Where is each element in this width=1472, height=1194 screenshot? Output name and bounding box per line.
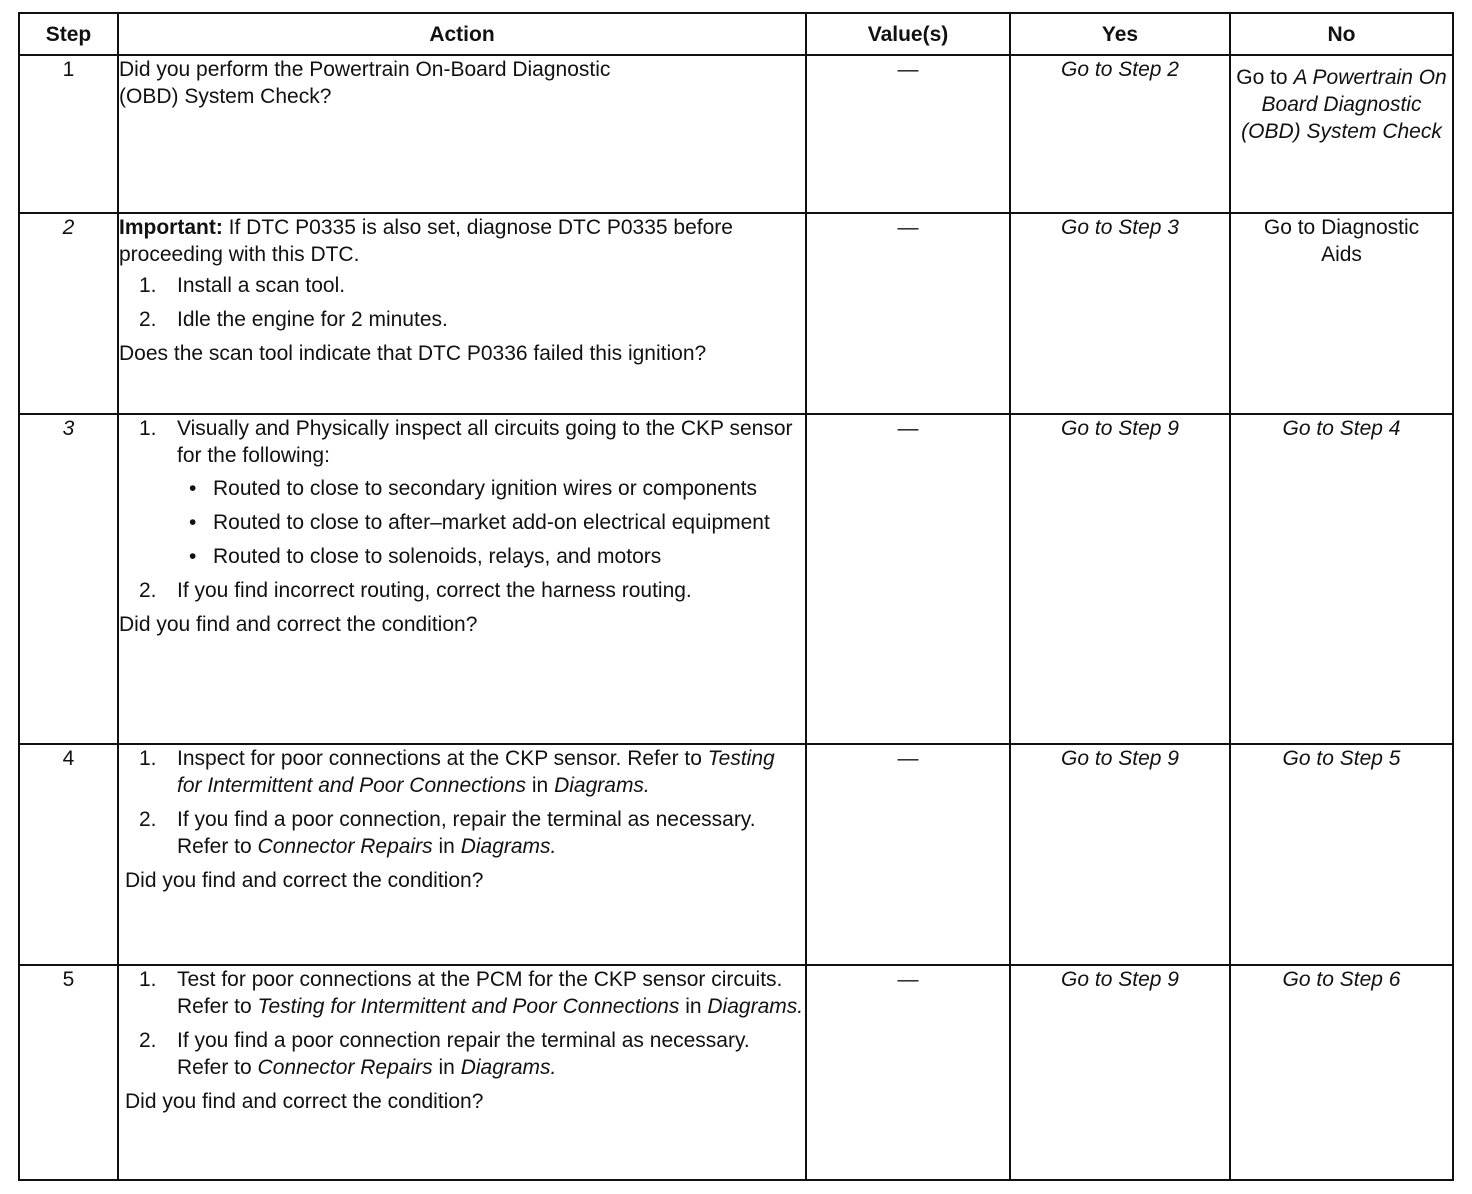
action-cell xyxy=(118,744,806,965)
table-row-step-4 xyxy=(19,744,1453,965)
table-row-step-3 xyxy=(19,414,1453,744)
no-prefix: Go to xyxy=(1236,66,1288,89)
no-cell: Go to Step 5 xyxy=(1230,744,1453,965)
action-steps xyxy=(119,745,805,860)
bullet-item: • Routed to close to solenoids, relays, and motors xyxy=(189,545,662,568)
table-row-step-5 xyxy=(19,965,1453,1180)
value-cell: — xyxy=(806,965,1010,1180)
action-question: Does the scan tool indicate that DTC P0336 failed this ignition? xyxy=(119,342,707,365)
value-cell: — xyxy=(806,744,1010,965)
reference-link: Connector Repairs xyxy=(257,835,433,858)
no-cell: Go to Step 4 xyxy=(1230,414,1453,744)
action-question: Did you find and correct the condition? xyxy=(119,613,478,636)
header-row xyxy=(19,13,1453,55)
list-item: 1. Inspect for poor connections at the CKP sensor. Refer to Testing for Intermittent and Poor Connections in Diagrams. xyxy=(139,747,775,797)
bullet-item: • Routed to close to after–market add-on electrical equipment xyxy=(189,511,770,534)
header-yes: Yes xyxy=(1010,13,1230,55)
no-cell: Go to Step 6 xyxy=(1230,965,1453,1180)
header-step: Step xyxy=(19,13,118,55)
bullet-item: • Routed to close to secondary ignition wires or components xyxy=(189,477,757,500)
value-cell: — xyxy=(806,213,1010,414)
reference-link: Testing for Intermittent and Poor Connections xyxy=(257,995,680,1018)
action-steps xyxy=(119,966,805,1081)
reference-doc: Diagrams. xyxy=(460,835,557,858)
action-cell xyxy=(118,414,806,744)
reference-doc: Diagrams. xyxy=(554,774,650,797)
step-number: 2 xyxy=(19,213,118,414)
yes-cell: Go to Step 9 xyxy=(1010,414,1230,744)
action-question: Did you find and correct the condition? xyxy=(125,869,484,892)
list-item: 2. If you find incorrect routing, correct the harness routing. xyxy=(139,579,692,602)
reference-link: Testing for Intermittent and Poor Connections xyxy=(177,747,775,797)
header-no: No xyxy=(1230,13,1453,55)
step-number: 4 xyxy=(19,744,118,965)
header-values: Value(s) xyxy=(806,13,1010,55)
action-steps xyxy=(119,272,805,333)
step-number: 3 xyxy=(19,414,118,744)
action-question: Did you find and correct the condition? xyxy=(125,1090,484,1113)
step-number: 1 xyxy=(19,55,118,213)
step-number: 5 xyxy=(19,965,118,1180)
table-row-step-1 xyxy=(19,55,1453,213)
header-action: Action xyxy=(118,13,806,55)
diagnostic-table xyxy=(18,12,1454,1181)
important-text: If DTC P0335 is also set, diagnose DTC P0335 before proceeding with this DTC. xyxy=(119,216,733,266)
no-cell: Go to Diagnostic Aids xyxy=(1230,213,1453,414)
list-item: 1. Visually and Physically inspect all circuits going to the CKP sensor for the following: • Routed to close to secondary ignition wires or components • Routed to close to after–market add-on electrical equipment • Routed to close to solenoids, relays, and motors xyxy=(119,415,805,570)
no-cell xyxy=(1230,55,1453,213)
yes-cell: Go to Step 3 xyxy=(1010,213,1230,414)
list-item: 2. Idle the engine for 2 minutes. xyxy=(139,308,448,331)
list-item: 1. Install a scan tool. xyxy=(139,274,346,297)
bullet-list xyxy=(177,475,805,570)
yes-cell: Go to Step 9 xyxy=(1010,965,1230,1180)
action-cell xyxy=(118,213,806,414)
list-item: 2. If you find a poor connection repair the terminal as necessary. Refer to Connector Repairs in Diagrams. xyxy=(139,1029,750,1079)
action-question: Did you perform the Powertrain On-Board Diagnostic (OBD) System Check? xyxy=(119,58,611,108)
action-cell xyxy=(118,55,806,213)
important-note xyxy=(119,214,805,268)
list-item: 2. If you find a poor connection, repair the terminal as necessary. Refer to Connector Repairs in Diagrams. xyxy=(139,808,756,858)
important-label: Important: xyxy=(119,216,223,239)
table-row-step-2 xyxy=(19,213,1453,414)
action-cell xyxy=(118,965,806,1180)
value-cell: — xyxy=(806,414,1010,744)
reference-doc: Diagrams. xyxy=(460,1056,557,1079)
value-cell: — xyxy=(806,55,1010,213)
yes-cell: Go to Step 2 xyxy=(1010,55,1230,213)
reference-doc: Diagrams. xyxy=(707,995,804,1018)
no-link: A Powertrain On Board Diagnostic (OBD) System Check xyxy=(1241,66,1447,143)
yes-cell: Go to Step 9 xyxy=(1010,744,1230,965)
list-item: 1. Test for poor connections at the PCM for the CKP sensor circuits. Refer to Testing for Intermittent and Poor Connections in Diagrams. xyxy=(139,968,804,1018)
action-steps xyxy=(119,415,805,604)
reference-link: Connector Repairs xyxy=(257,1056,433,1079)
